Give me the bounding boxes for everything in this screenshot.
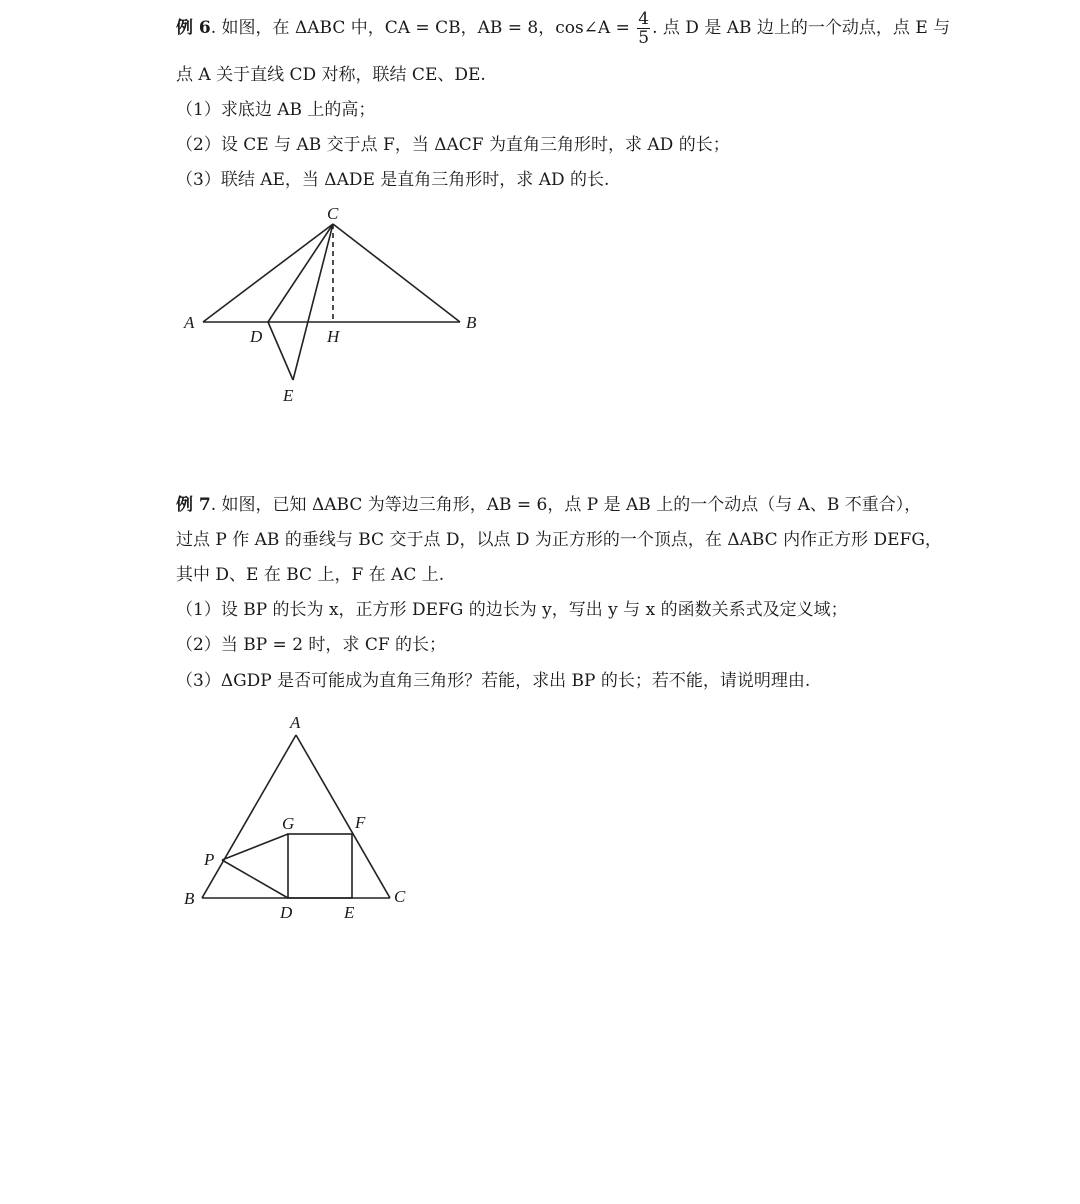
ex7-square-defg [288,834,352,898]
ex6-line-2: 点 A 关于直线 CD 对称，联结 CE、DE. [176,65,486,85]
ex7-question-2: （2）当 BP = 2 时，求 CF 的长； [176,635,447,655]
ex7-point-c: C [394,887,406,906]
ex6-question-2: （2）设 CE 与 AB 交于点 F，当 ΔACF 为直角三角形时，求 AD 的长； [176,135,730,155]
ex6-line-1a: . 如图，在 ΔABC 中，CA = CB，AB = 8，cos∠A = [210,18,630,38]
ex7-question-3: （3）ΔGDP 是否可能成为直角三角形？若能，求出 BP 的长；若不能，请说明理由. [176,671,811,691]
fraction-numerator: 4 [638,9,650,29]
ex7-point-f: F [355,813,366,832]
ex6-point-b: B [466,313,477,332]
fraction-denominator: 5 [638,28,650,48]
ex7-point-p: P [204,850,215,869]
ex6-label: 例 6 [176,18,211,38]
ex6-point-a: A [184,313,195,332]
ex7-point-d: D [280,903,293,922]
ex7-segment-ac [296,735,390,898]
ex6-question-1: （1）求底边 AB 上的高； [176,100,376,120]
ex6-question-3: （3）联结 AE，当 ΔADE 是直角三角形时，求 AD 的长. [176,170,610,190]
ex6-point-d: D [250,327,263,346]
ex7-label: 例 7 [176,495,211,515]
ex7-point-g: G [282,814,295,833]
ex7-line-2: 过点 P 作 AB 的垂线与 BC 交于点 D，以点 D 为正方形的一个顶点，在 ΔABC 内作正方形 DEFG， [176,530,942,550]
ex7-point-b: B [184,889,195,908]
ex6-point-e: E [283,386,294,405]
ex7-line-1-text: . 如图，已知 ΔABC 为等边三角形，AB = 6，点 P 是 AB 上的一个动点（与 A、B 不重合）， [210,495,922,515]
ex6-point-h: H [327,327,340,346]
ex6-point-c: C [327,204,339,223]
ex6-line-1b: . 点 D 是 AB 边上的一个动点，点 E 与 [652,18,951,38]
ex7-segment-pd [222,860,288,898]
ex7-question-1: （1）设 BP 的长为 x，正方形 DEFG 的边长为 y，写出 y 与 x 的函数关系式及定义域； [176,600,848,620]
ex7-line-3: 其中 D、E 在 BC 上，F 在 AC 上. [176,565,445,585]
ex7-point-a: A [290,713,301,732]
ex7-point-e: E [344,903,355,922]
